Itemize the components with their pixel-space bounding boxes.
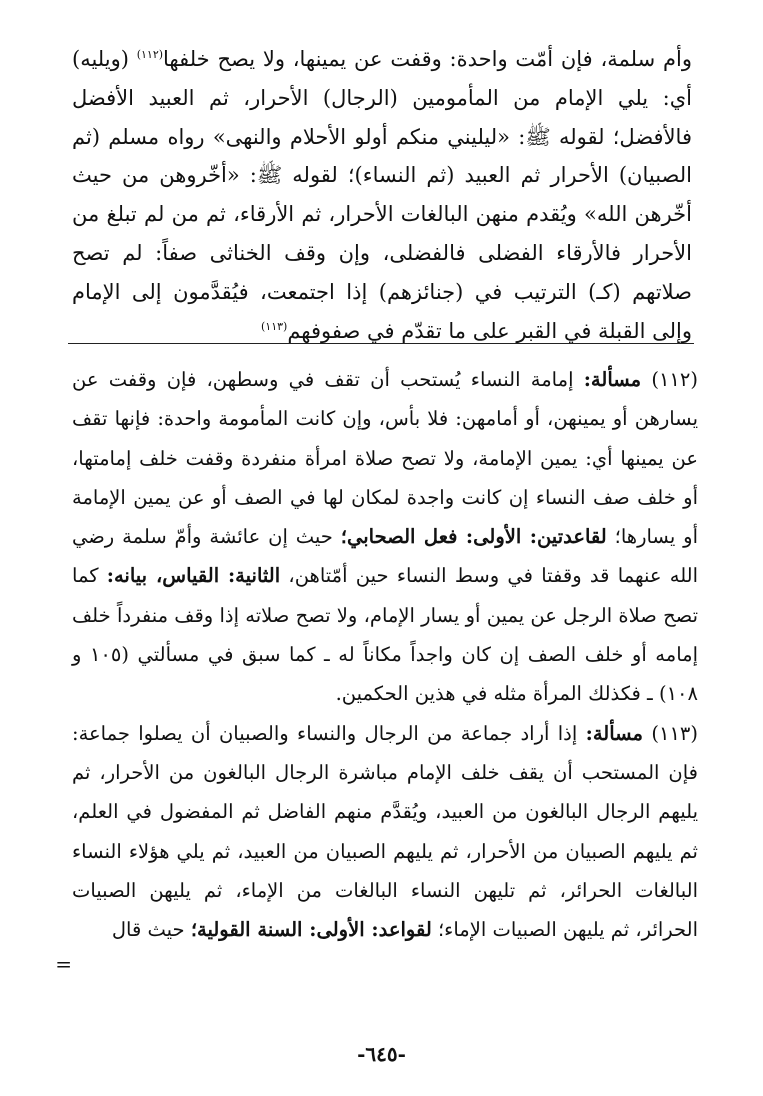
footnote-bold-phrase: لقواعد: الأولى: السنة القولية؛ [190, 918, 432, 942]
footnotes: (١١٢) مسألة: إمامة النساء يُستحب أن تقف في وسطهن، فإن وقفت عن يسارهن أو يمينهن، أو أمامهن: فلا بأس، وإن كانت المأمومة واحدة: فإنها تقف عن يمينها أي: يمين الإمامة، ولا تصح صلاة امرأة منفردة وقفت خلف إمامتها، أو خلف صف النساء إن كانت واجدة لمكان لها في الصف أو عن يمين الإمامة أو يسارها؛ لقاعدتين: الأولى: فعل الصحابي؛ حيث إن عائشة وأمّ سلمة رضي الله عنهما قد وقفتا في وسط النساء حين أمّتاهن، الثانية: القياس، بيانه: كما تصح صلاة الرجل عن يمين أو يسار الإمام، ولا تصح صلاته إذا وقف منفرداً خلف إمامه أو خلف الصف إن كان واجداً مكاناً له ـ كما سبق في مسألتي (١٠٥ و ١٠٨) ـ فكذلك المرأة مثله في هذين الحكمين. (١١٣) مسألة: إذا أراد جماعة من الرجال والنساء والصبيان أن يصلوا جماعة: فإن المستحب أن يقف خلف الإمام مباشرة الرجال البالغون من الأحرار، ثم يليهم الرجال البالغون من العبيد، ويُقدَّم منهم الفاضل ثم المفضول في العلم، ثم يليهم الصبيان من الأحرار، ثم يليهم الصبيان من العبيد، ثم يلي هؤلاء النساء البالغات الحرائر، ثم تليهن النساء البالغات من الإماء، ثم يليهن الصبيات الحرائر، ثم يليهن الصبيات الإماء؛ لقواعد: الأولى: السنة القولية؛ حيث قال = [72, 360, 698, 979]
footnote-label: مسألة: [583, 368, 642, 391]
footnote-number: (١١٣) [651, 721, 698, 745]
footnote-bold-phrase: لقاعدتين: الأولى: فعل الصحابي؛ [340, 525, 607, 549]
footnote-text: حيث إن عائشة وأمّ سلمة رضي الله عنهما قد وقفتا في وسط النساء حين أمّتاهن، [72, 525, 699, 588]
footnote-text: إمامة النساء يُستحب أن تقف في وسطهن، فإن وقفت عن يسارهن أو يمينهن، أو أمامهن: فلا بأس، وإن كانت المأمومة واحدة: فإنها تقف عن يمينها أي: يمين الإمامة، ولا تصح صلاة امرأة منفردة وقفت خلف إمامتها، أو خلف صف النساء إن كانت واجدة لمكان لها في الصف أو عن يمين الإمامة أو يسارها؛ [72, 368, 698, 549]
footnote-ref-113[interactable]: (١١٣) [261, 319, 288, 333]
footnote-113 [72, 714, 698, 950]
footnote-ref-112[interactable]: (١١٢) [136, 48, 164, 61]
main-text-part-1: وأم سلمة، فإن أمّت واحدة: وقفت عن يمينها، ولا يصح خلفها [163, 47, 692, 71]
footnote-label: مسألة: [585, 721, 644, 745]
main-text-part-2: (ويليه) أي: [72, 47, 692, 110]
footnote-text: حيث قال [111, 918, 191, 942]
main-text-part-3: يلي الإمام من المأمومين (الرجال) الأحرار، ثم العبيد الأفضل فالأفضل؛ لقوله ﷺ: «ليليني منكم أولو الأحلام والنهى» رواه مسلم (ثم الصبيان) الأحرار ثم العبيد (ثم النساء)؛ لقوله ﷺ: «أخّروهن من حيث أخّرهن الله» ويُقدم منهن البالغات الأحرار، ثم الأرقاء، ثم من لم تبلغ من الأحرار فالأرقاء الفضلى فالفضلى، وإن وقف الخناثى صفاً: لم تصح صلاتهم (كـ) الترتيب في (جنائزهم) إذا اجتمعت، فيُقدَّمون إلى الإمام وإلى القبلة في القبر على ما تقدّم في صفوفهم [72, 85, 692, 343]
footnote-number: (١١٢) [651, 368, 698, 391]
main-text [72, 40, 692, 350]
footnote-text: إذا أراد جماعة من الرجال والنساء والصبيان أن يصلوا جماعة: فإن المستحب أن يقف خلف الإمام مباشرة الرجال البالغون من الأحرار، ثم يليهم الرجال البالغون من العبيد، ويُقدَّم منهم الفاضل ثم المفضول في العلم، ثم يليهم الصبيان من الأحرار، ثم يليهم الصبيان من العبيد، ثم يلي هؤلاء النساء البالغات الحرائر، ثم تليهن النساء البالغات من الإماء، ثم يليهن الصبيات الحرائر، ثم يليهن الصبيات الإماء؛ [72, 721, 698, 942]
main-paragraph [72, 40, 692, 350]
footnote-112 [72, 360, 698, 714]
footnote-separator [68, 343, 694, 344]
page-number: -٦٤٥- [357, 1042, 406, 1066]
footnote-text: كما تصح صلاة الرجل عن يمين أو يسار الإمام، ولا تصح صلاته إذا وقف منفرداً خلف إمامه أو خلف الصف إن كان واجداً مكاناً له ـ كما سبق في مسألتي (١٠٥ و ١٠٨) ـ فكذلك المرأة مثله في هذين الحكمين. [72, 564, 698, 706]
footnote-bold-phrase: الثانية: القياس، بيانه: [106, 564, 281, 588]
